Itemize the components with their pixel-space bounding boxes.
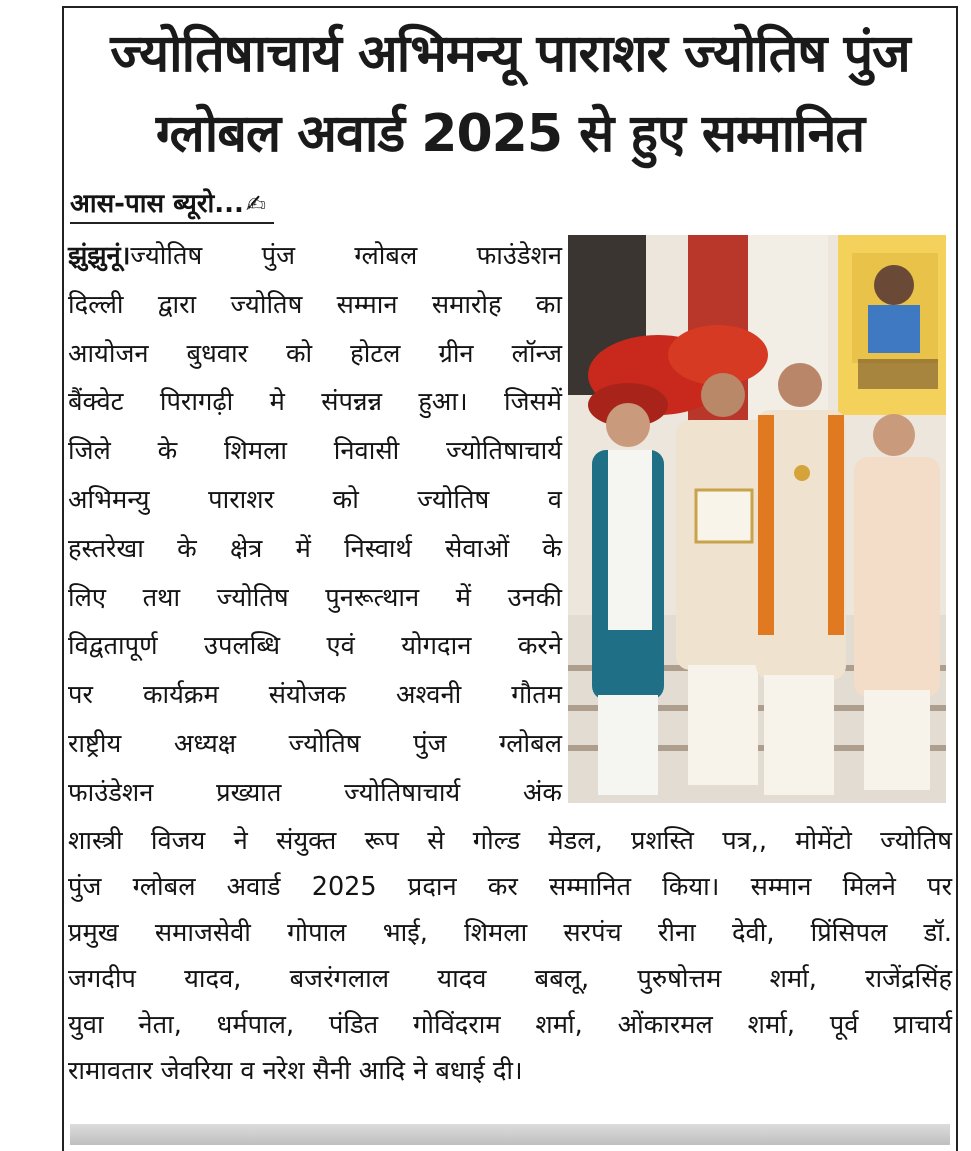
byline-text: आस-पास ब्यूरो...: [70, 189, 244, 219]
award-ceremony-photo: [568, 235, 946, 803]
full-width-text: [68, 818, 952, 1094]
text-line: शास्त्री विजय ने संयुक्त रूप से गोल्ड मेडल, प्रशस्ति पत्र,, मोमेंटो ज्योतिष: [68, 826, 952, 856]
headline: [70, 14, 950, 174]
text-line: हस्तरेखा के क्षेत्र में निस्वार्थ सेवाओं के: [68, 533, 562, 564]
text-line: बैंक्वेट पिरागढ़ी मे संपन्नन्न हुआ। जिसमें: [68, 387, 562, 418]
headline-line-1: ज्योतिषाचार्य अभिमन्यू पाराशर ज्योतिष पुंज: [110, 24, 910, 84]
text-line: रामावतार जेवरिया व नरेश सैनी आदि ने बधाई दी।: [68, 1056, 523, 1086]
byline: [70, 186, 274, 224]
dateline: झुंझुनूं।: [68, 241, 131, 271]
text-line: राष्ट्रीय अध्यक्ष ज्योतिष पुंज ग्लोबल: [68, 728, 562, 759]
pen-icon: ✍: [245, 190, 266, 218]
next-article-strip: [70, 1124, 950, 1145]
text-line: फाउंडेशन प्रख्यात ज्योतिषाचार्य अंक: [68, 777, 562, 808]
text-line: आयोजन बुधवार को होटल ग्रीन लॉन्ज: [68, 338, 562, 369]
text-line: अभिमन्यु पाराशर को ज्योतिष व: [68, 484, 562, 515]
column-text: [68, 232, 562, 818]
text-line: दिल्ली द्वारा ज्योतिष सम्मान समारोह का: [68, 289, 562, 320]
text-line: युवा नेता, धर्मपाल, पंडित गोविंदराम शर्मा, ओंकारमल शर्मा, पूर्व प्राचार्य: [68, 1010, 952, 1040]
text-line: पुंज ग्लोबल अवार्ड 2025 प्रदान कर सम्मानित किया। सम्मान मिलने पर: [68, 872, 952, 902]
text-line: जगदीप यादव, बजरंगलाल यादव बबलू, पुरुषोत्तम शर्मा, राजेंद्रसिंह: [68, 964, 952, 994]
headline-line-2: ग्लोबल अवार्ड 2025 से हुए सम्मानित: [155, 104, 865, 164]
text-line: प्रमुख समाजसेवी गोपाल भाई, शिमला सरपंच रीना देवी, प्रिंसिपल डॉ.: [68, 918, 952, 948]
text-line: झुंझुनूं।ज्योतिष पुंज ग्लोबल फाउंडेशन: [68, 241, 562, 271]
text-line: जिले के शिमला निवासी ज्योतिषाचार्य: [68, 436, 562, 467]
text-line: लिए तथा ज्योतिष पुनरूत्थान में उनकी: [68, 582, 562, 613]
text-line: विद्वतापूर्ण उपलब्धि एवं योगदान करने: [68, 631, 562, 662]
text-line: पर कार्यक्रम संयोजक अश्वनी गौतम: [68, 680, 562, 711]
